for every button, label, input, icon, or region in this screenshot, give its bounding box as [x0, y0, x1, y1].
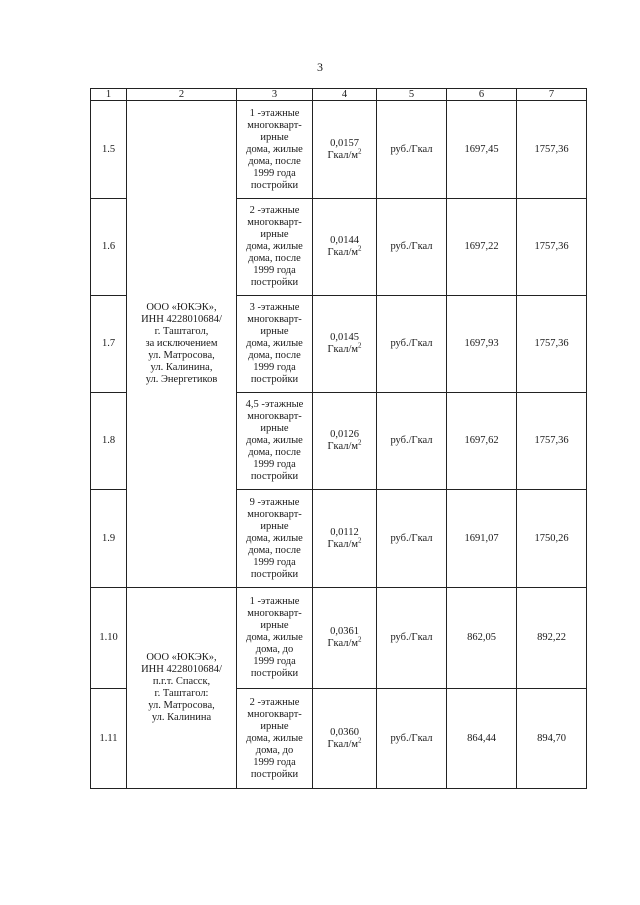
table-header-row — [91, 89, 587, 101]
price-period-2: 1757,36 — [517, 199, 587, 296]
norm-value: 0,0361 — [330, 626, 359, 637]
header-cell: 3 — [237, 89, 313, 101]
building-type: 1 -этажные многокварт- ирные дома, жилые дома, после 1999 года постройки — [237, 101, 313, 199]
price-period-2: 894,70 — [517, 689, 587, 789]
norm-unit-exponent: 2 — [358, 244, 362, 253]
header-cell: 4 — [313, 89, 377, 101]
tariff-table — [90, 88, 587, 789]
building-type: 2 -этажные многокварт- ирные дома, жилые дома, после 1999 года постройки — [237, 199, 313, 296]
table-row — [91, 101, 587, 199]
norm-unit: Гкал/м — [327, 149, 359, 161]
price-period-2: 1750,26 — [517, 490, 587, 588]
organization-cell — [127, 101, 237, 588]
norm-value: 0,0112 — [330, 526, 359, 538]
price-unit: руб./Гкал — [377, 490, 447, 588]
norm-unit: Гкал/м — [327, 247, 359, 258]
row-number: 1.6 — [91, 199, 127, 296]
norm-unit-exponent: 2 — [358, 341, 362, 350]
price-period-1: 864,44 — [447, 689, 517, 789]
organization-cell — [127, 588, 237, 789]
norm-unit-exponent: 2 — [358, 147, 362, 155]
price-period-2: 1757,36 — [517, 101, 587, 199]
norm-unit: Гкал/м — [327, 738, 359, 750]
price-unit: руб./Гкал — [377, 588, 447, 689]
norm-unit-exponent: 2 — [358, 438, 362, 447]
price-unit: руб./Гкал — [377, 101, 447, 199]
row-number: 1.8 — [91, 393, 127, 490]
norm-value: 0,0360 — [330, 726, 359, 738]
header-cell: 2 — [127, 89, 237, 101]
norm-value: 0,0126 — [330, 429, 359, 440]
norm-cell — [313, 490, 377, 588]
norm-cell — [313, 296, 377, 393]
price-period-2: 892,22 — [517, 588, 587, 689]
row-number: 1.11 — [91, 689, 127, 789]
price-period-1: 1697,62 — [447, 393, 517, 490]
row-number: 1.5 — [91, 101, 127, 199]
norm-unit: Гкал/м — [327, 538, 359, 550]
norm-unit: Гкал/м — [327, 344, 359, 355]
norm-value: 0,0144 — [330, 235, 359, 246]
header-cell: 6 — [447, 89, 517, 101]
header-cell: 5 — [377, 89, 447, 101]
price-unit: руб./Гкал — [377, 393, 447, 490]
price-period-1: 862,05 — [447, 588, 517, 689]
norm-unit: Гкал/м — [327, 638, 359, 649]
price-period-1: 1691,07 — [447, 490, 517, 588]
building-type: 9 -этажные многокварт- ирные дома, жилые дома, после 1999 года постройки — [237, 490, 313, 588]
norm-value: 0,0145 — [330, 332, 359, 343]
norm-unit-exponent: 2 — [358, 536, 362, 544]
table-row — [91, 588, 587, 689]
building-type: 3 -этажные многокварт- ирные дома, жилые дома, после 1999 года постройки — [237, 296, 313, 393]
price-period-2: 1757,36 — [517, 393, 587, 490]
building-type: 2 -этажные многокварт- ирные дома, жилые дома, до 1999 года постройки — [237, 689, 313, 789]
header-cell: 7 — [517, 89, 587, 101]
norm-unit-exponent: 2 — [358, 635, 362, 644]
building-type: 4,5 -этажные многокварт- ирные дома, жилые дома, после 1999 года постройки — [237, 393, 313, 490]
page-number: 3 — [317, 60, 323, 74]
building-type: 1 -этажные многокварт- ирные дома, жилые дома, до 1999 года постройки — [237, 588, 313, 689]
price-period-1: 1697,45 — [447, 101, 517, 199]
row-number: 1.10 — [91, 588, 127, 689]
norm-cell — [313, 199, 377, 296]
norm-cell — [313, 689, 377, 789]
price-unit: руб./Гкал — [377, 296, 447, 393]
norm-unit-exponent: 2 — [358, 736, 362, 744]
row-number: 1.7 — [91, 296, 127, 393]
row-number: 1.9 — [91, 490, 127, 588]
norm-cell — [313, 393, 377, 490]
price-period-1: 1697,22 — [447, 199, 517, 296]
price-period-1: 1697,93 — [447, 296, 517, 393]
norm-unit: Гкал/м — [327, 441, 359, 452]
organization-text: ООО «ЮКЭК», ИНН 4228010684/ п.г.т. Спасск, г. Таштагол: ул. Матросова, ул. Калинина — [141, 652, 222, 723]
price-period-2: 1757,36 — [517, 296, 587, 393]
header-cell: 1 — [91, 89, 127, 101]
price-unit: руб./Гкал — [377, 689, 447, 789]
norm-cell — [313, 101, 377, 199]
organization-text: ООО «ЮКЭК», ИНН 4228010684/ г. Таштагол, за исключением ул. Матросова, ул. Калинина, ул. Энергетиков — [141, 302, 222, 385]
price-unit: руб./Гкал — [377, 199, 447, 296]
norm-value: 0,0157 — [330, 137, 359, 149]
norm-cell — [313, 588, 377, 689]
